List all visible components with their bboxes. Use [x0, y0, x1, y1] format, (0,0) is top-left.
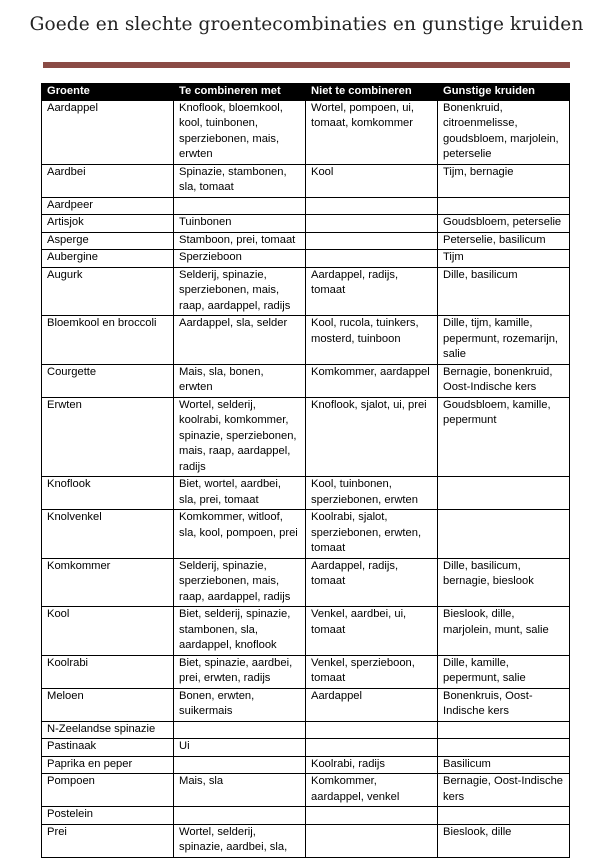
cell-do-not-combine	[306, 721, 438, 739]
cell-do-not-combine	[306, 250, 438, 268]
cell-herbs	[438, 721, 570, 739]
cell-combine-with	[174, 807, 306, 825]
cell-do-not-combine: Koolrabi, sjalot, sperziebonen, erwten, tomaat	[306, 510, 438, 559]
cell-vegetable: Artisjok	[42, 215, 174, 233]
cell-herbs: Goudsbloem, kamille, pepermunt	[438, 397, 570, 477]
cell-herbs: Dille, basilicum	[438, 267, 570, 316]
cell-vegetable: Bloemkool en broccoli	[42, 316, 174, 365]
cell-vegetable: Courgette	[42, 364, 174, 397]
cell-do-not-combine: Aardappel	[306, 688, 438, 721]
cell-do-not-combine	[306, 215, 438, 233]
cell-herbs: Bieslook, dille, marjolein, munt, salie	[438, 607, 570, 656]
cell-herbs: Goudsbloem, peterselie	[438, 215, 570, 233]
cell-herbs: Bonenkruis, Oost-Indische kers	[438, 688, 570, 721]
cell-vegetable: Aubergine	[42, 250, 174, 268]
cell-vegetable: Meloen	[42, 688, 174, 721]
header-niet-te-combineren: Niet te combineren	[306, 84, 438, 101]
table-row	[42, 655, 570, 688]
cell-vegetable: N-Zeelandse spinazie	[42, 721, 174, 739]
cell-do-not-combine: Komkommer, aardappel, venkel	[306, 774, 438, 807]
cell-herbs	[438, 510, 570, 559]
table-row	[42, 397, 570, 477]
cell-do-not-combine: Kool	[306, 164, 438, 197]
cell-herbs: Bernagie, Oost-Indische kers	[438, 774, 570, 807]
cell-vegetable: Postelein	[42, 807, 174, 825]
cell-herbs	[438, 197, 570, 215]
cell-combine-with: Bonen, erwten, suikermais	[174, 688, 306, 721]
cell-vegetable: Augurk	[42, 267, 174, 316]
cell-combine-with: Ui	[174, 739, 306, 757]
table-row	[42, 477, 570, 510]
cell-combine-with: Knoflook, bloemkool, kool, tuinbonen, sperziebonen, mais, erwten	[174, 100, 306, 164]
cell-combine-with: Wortel, selderij, spinazie, aardbei, sla,	[174, 824, 306, 857]
cell-combine-with: Sperzieboon	[174, 250, 306, 268]
cell-do-not-combine: Wortel, pompoen, ui, tomaat, komkommer	[306, 100, 438, 164]
cell-vegetable: Prei	[42, 824, 174, 857]
cell-do-not-combine: Kool, tuinbonen, sperziebonen, erwten	[306, 477, 438, 510]
cell-do-not-combine	[306, 739, 438, 757]
header-groente: Groente	[42, 84, 174, 101]
cell-herbs: Basilicum	[438, 756, 570, 774]
cell-herbs: Tijm, bernagie	[438, 164, 570, 197]
table-row	[42, 558, 570, 607]
table-row	[42, 807, 570, 825]
cell-do-not-combine: Aardappel, radijs, tomaat	[306, 558, 438, 607]
vegetable-combination-table	[41, 83, 570, 858]
cell-do-not-combine: Aardappel, radijs, tomaat	[306, 267, 438, 316]
cell-vegetable: Pompoen	[42, 774, 174, 807]
cell-combine-with	[174, 721, 306, 739]
table-row	[42, 739, 570, 757]
table-row	[42, 510, 570, 559]
cell-combine-with: Mais, sla, bonen, erwten	[174, 364, 306, 397]
cell-vegetable: Pastinaak	[42, 739, 174, 757]
table-row	[42, 756, 570, 774]
table-row	[42, 164, 570, 197]
cell-combine-with: Stamboon, prei, tomaat	[174, 232, 306, 250]
cell-herbs: Dille, tijm, kamille, pepermunt, rozemarijn, salie	[438, 316, 570, 365]
table-row	[42, 721, 570, 739]
cell-combine-with: Mais, sla	[174, 774, 306, 807]
cell-herbs: Dille, basilicum, bernagie, bieslook	[438, 558, 570, 607]
cell-herbs: Dille, kamille, pepermunt, salie	[438, 655, 570, 688]
cell-combine-with: Selderij, spinazie, sperziebonen, mais, raap, aardappel, radijs	[174, 267, 306, 316]
cell-do-not-combine	[306, 197, 438, 215]
cell-combine-with: Aardappel, sla, selder	[174, 316, 306, 365]
cell-do-not-combine: Komkommer, aardappel	[306, 364, 438, 397]
cell-herbs: Peterselie, basilicum	[438, 232, 570, 250]
cell-herbs	[438, 477, 570, 510]
cell-combine-with: Biet, spinazie, aardbei, prei, erwten, radijs	[174, 655, 306, 688]
cell-vegetable: Erwten	[42, 397, 174, 477]
cell-vegetable: Koolrabi	[42, 655, 174, 688]
cell-do-not-combine: Koolrabi, radijs	[306, 756, 438, 774]
cell-do-not-combine	[306, 232, 438, 250]
header-te-combineren-met: Te combineren met	[174, 84, 306, 101]
table-row	[42, 824, 570, 857]
table-row	[42, 774, 570, 807]
cell-vegetable: Aardappel	[42, 100, 174, 164]
cell-herbs: Bernagie, bonenkruid, Oost-Indische kers	[438, 364, 570, 397]
table-row	[42, 100, 570, 164]
cell-herbs	[438, 739, 570, 757]
cell-do-not-combine: Venkel, sperzieboon, tomaat	[306, 655, 438, 688]
cell-herbs: Tijm	[438, 250, 570, 268]
cell-combine-with: Biet, wortel, aardbei, sla, prei, tomaat	[174, 477, 306, 510]
cell-combine-with: Tuinbonen	[174, 215, 306, 233]
cell-herbs: Bonenkruid, citroenmelisse, goudsbloem, marjolein, peterselie	[438, 100, 570, 164]
cell-herbs	[438, 807, 570, 825]
table-row	[42, 250, 570, 268]
cell-vegetable: Komkommer	[42, 558, 174, 607]
cell-vegetable: Paprika en peper	[42, 756, 174, 774]
cell-vegetable: Kool	[42, 607, 174, 656]
cell-do-not-combine: Kool, rucola, tuinkers, mosterd, tuinboon	[306, 316, 438, 365]
table-header-row	[42, 84, 570, 101]
cell-combine-with: Spinazie, stambonen, sla, tomaat	[174, 164, 306, 197]
cell-vegetable: Knolvenkel	[42, 510, 174, 559]
table-row	[42, 215, 570, 233]
table-row	[42, 688, 570, 721]
cell-combine-with: Komkommer, witloof, sla, kool, pompoen, prei	[174, 510, 306, 559]
table-row	[42, 232, 570, 250]
cell-vegetable: Asperge	[42, 232, 174, 250]
table-row	[42, 267, 570, 316]
cell-combine-with	[174, 197, 306, 215]
cell-combine-with: Biet, selderij, spinazie, stambonen, sla, aardappel, knoflook	[174, 607, 306, 656]
cell-vegetable: Knoflook	[42, 477, 174, 510]
header-gunstige-kruiden: Gunstige kruiden	[438, 84, 570, 101]
table-row	[42, 197, 570, 215]
table-row	[42, 316, 570, 365]
cell-do-not-combine: Knoflook, sjalot, ui, prei	[306, 397, 438, 477]
cell-do-not-combine	[306, 807, 438, 825]
cell-vegetable: Aardbei	[42, 164, 174, 197]
cell-combine-with: Selderij, spinazie, sperziebonen, mais, raap, aardappel, radijs	[174, 558, 306, 607]
table-row	[42, 607, 570, 656]
cell-do-not-combine: Venkel, aardbei, ui, tomaat	[306, 607, 438, 656]
cell-do-not-combine	[306, 824, 438, 857]
cell-vegetable: Aardpeer	[42, 197, 174, 215]
table-row	[42, 364, 570, 397]
cell-herbs: Bieslook, dille	[438, 824, 570, 857]
page-title: Goede en slechte groentecombinaties en gunstige kruiden	[29, 14, 584, 35]
title-divider	[43, 62, 570, 68]
cell-combine-with: Wortel, selderij, koolrabi, komkommer, spinazie, sperziebonen, mais, raap, aardappel, radijs	[174, 397, 306, 477]
cell-combine-with	[174, 756, 306, 774]
